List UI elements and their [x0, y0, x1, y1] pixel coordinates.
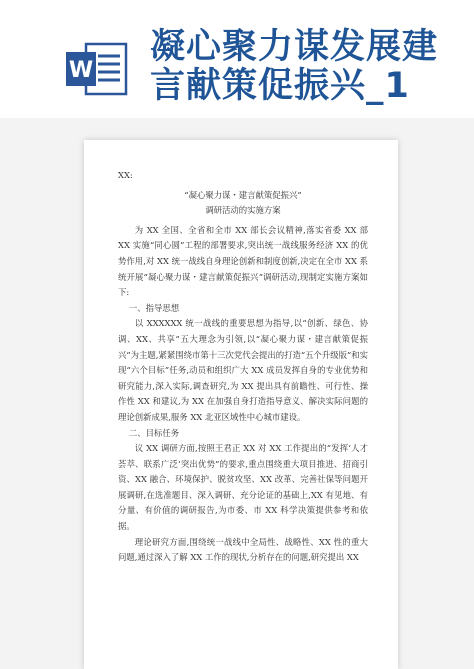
paragraph-research-topics: 议 XX 调研方面,按照王君正 XX 对 XX 工作提出的“发挥‘人才荟萃、联系广泛’突出优势”的要求,重点围绕重大项目推进、招商引资、XX 融合、环境保护、脱贫攻坚、XX 改革、完善社保等问题开展调研,在选准题目、深入调研、充分论证的基础上,XX 有见地、有分量、有价值的调研报告,为市委、市 XX 科学决策提供参考和依据。: [118, 443, 368, 532]
header-banner: [0, 0, 474, 118]
word-icon-letter: W: [68, 58, 94, 83]
section-heading-goals: 二、目标任务: [128, 427, 180, 438]
word-document-icon: [64, 38, 130, 100]
document-page: [84, 140, 398, 669]
document-subtitle: 调研活动的实施方案: [205, 205, 281, 216]
salutation: XX:: [118, 170, 133, 180]
section-heading-guiding-ideology: 一、指导思想: [128, 302, 180, 313]
document-title: “凝心聚力谋・建言献策促振兴”: [184, 189, 302, 200]
document-body: [118, 168, 368, 566]
paragraph-guiding-ideology: 以 XXXXXX 统一战线的重要思想为指导,以“创新、绿色、协调、XX、共享”五大理念为引领,以“凝心聚力谋・建言献策促振兴”为主题,紧紧围绕市第十三次党代会提出的打造“五个升级版”和实现“六个目标”任务,动员和组织广大 XX 成员发挥自身的专业优势和研究能力,深入实际,调查研究,为 XX 提出具有前瞻性、可行性、操作性 XX 和建议,为 XX 在加强自身打造指导意义、解决实际问题的理论创新成果,服务 XX 北亚区域性中心城市建设。: [118, 318, 369, 422]
paragraph-theory-research: 理论研究方面,围绕统一战线中全局性、战略性、XX 性的重大问题,通过深入了解 XX 工作的现状,分析存在的问题,研究提出 XX: [118, 536, 368, 563]
paragraph-intro: 为 XX 全国、全省和全市 XX 部长会议精神,落实省委 XX 部 XX 实施“同心圆”工程的部署要求,突出统一战线服务经济 XX 的优势作用,对 XX 统一战线自身理论创新和制度创新,决定在全市 XX 系统开展“凝心聚力谋・建言献策促振兴”调研活动,现制定实施方案如下:: [118, 224, 368, 298]
banner-title: 凝心聚力谋发展建言献策促振兴_1: [150, 27, 439, 106]
